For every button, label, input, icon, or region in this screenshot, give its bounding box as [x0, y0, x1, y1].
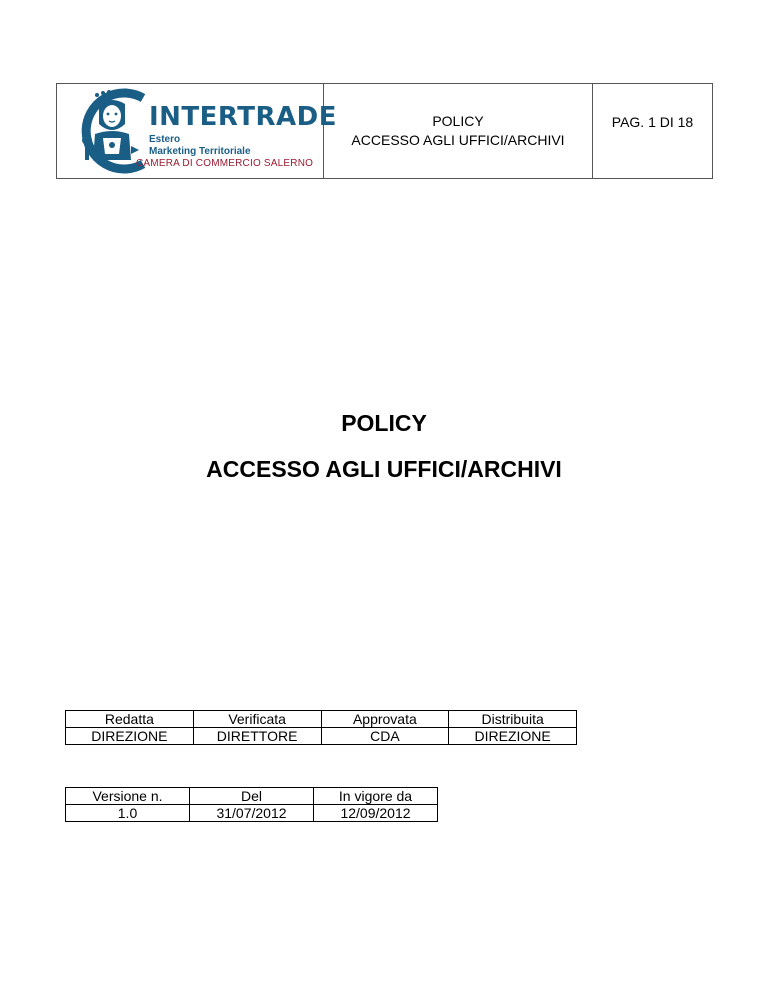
header-doc-type: POLICY	[432, 113, 484, 129]
logo-subtitle-marketing: Marketing Territoriale	[149, 146, 251, 157]
version-header-row	[66, 788, 438, 805]
approval-value-cell: DIRETTORE	[193, 728, 321, 745]
version-header-cell: In vigore da	[314, 788, 438, 805]
page-number-label: PAG. 1 DI 18	[611, 114, 694, 130]
intertrade-logo	[57, 84, 338, 178]
approval-value-cell: CDA	[321, 728, 449, 745]
document-title-line1: POLICY	[341, 410, 427, 436]
logo-subtitle-estero: Estero	[149, 134, 181, 145]
version-value-cell: 12/09/2012	[314, 805, 438, 822]
approval-value-cell: DIREZIONE	[449, 728, 577, 745]
logo-name: INTERTRADE	[149, 102, 338, 132]
header-doc-subject: ACCESSO AGLI UFFICI/ARCHIVI	[351, 132, 565, 148]
document-title-line2: ACCESSO AGLI UFFICI/ARCHIVI	[206, 456, 562, 482]
version-value-row	[66, 805, 438, 822]
version-value-cell: 1.0	[66, 805, 190, 822]
version-value-cell: 31/07/2012	[190, 805, 314, 822]
version-header-cell: Versione n.	[66, 788, 190, 805]
header-doc-title-cell	[324, 84, 593, 179]
logo-cell	[57, 84, 338, 179]
approval-header-cell: Distribuita	[449, 711, 577, 728]
version-header-cell: Del	[190, 788, 314, 805]
header-table	[56, 83, 713, 179]
approval-header-row	[66, 711, 577, 728]
approval-header-cell: Approvata	[321, 711, 449, 728]
header-page-cell	[593, 84, 713, 179]
logo-camera-commercio: CAMERA DI COMMERCIO SALERNO	[136, 158, 314, 169]
version-table	[65, 787, 438, 822]
approval-table	[65, 710, 577, 745]
approval-header-cell: Redatta	[66, 711, 194, 728]
approval-value-row	[66, 728, 577, 745]
approval-header-cell: Verificata	[193, 711, 321, 728]
approval-value-cell: DIREZIONE	[66, 728, 194, 745]
